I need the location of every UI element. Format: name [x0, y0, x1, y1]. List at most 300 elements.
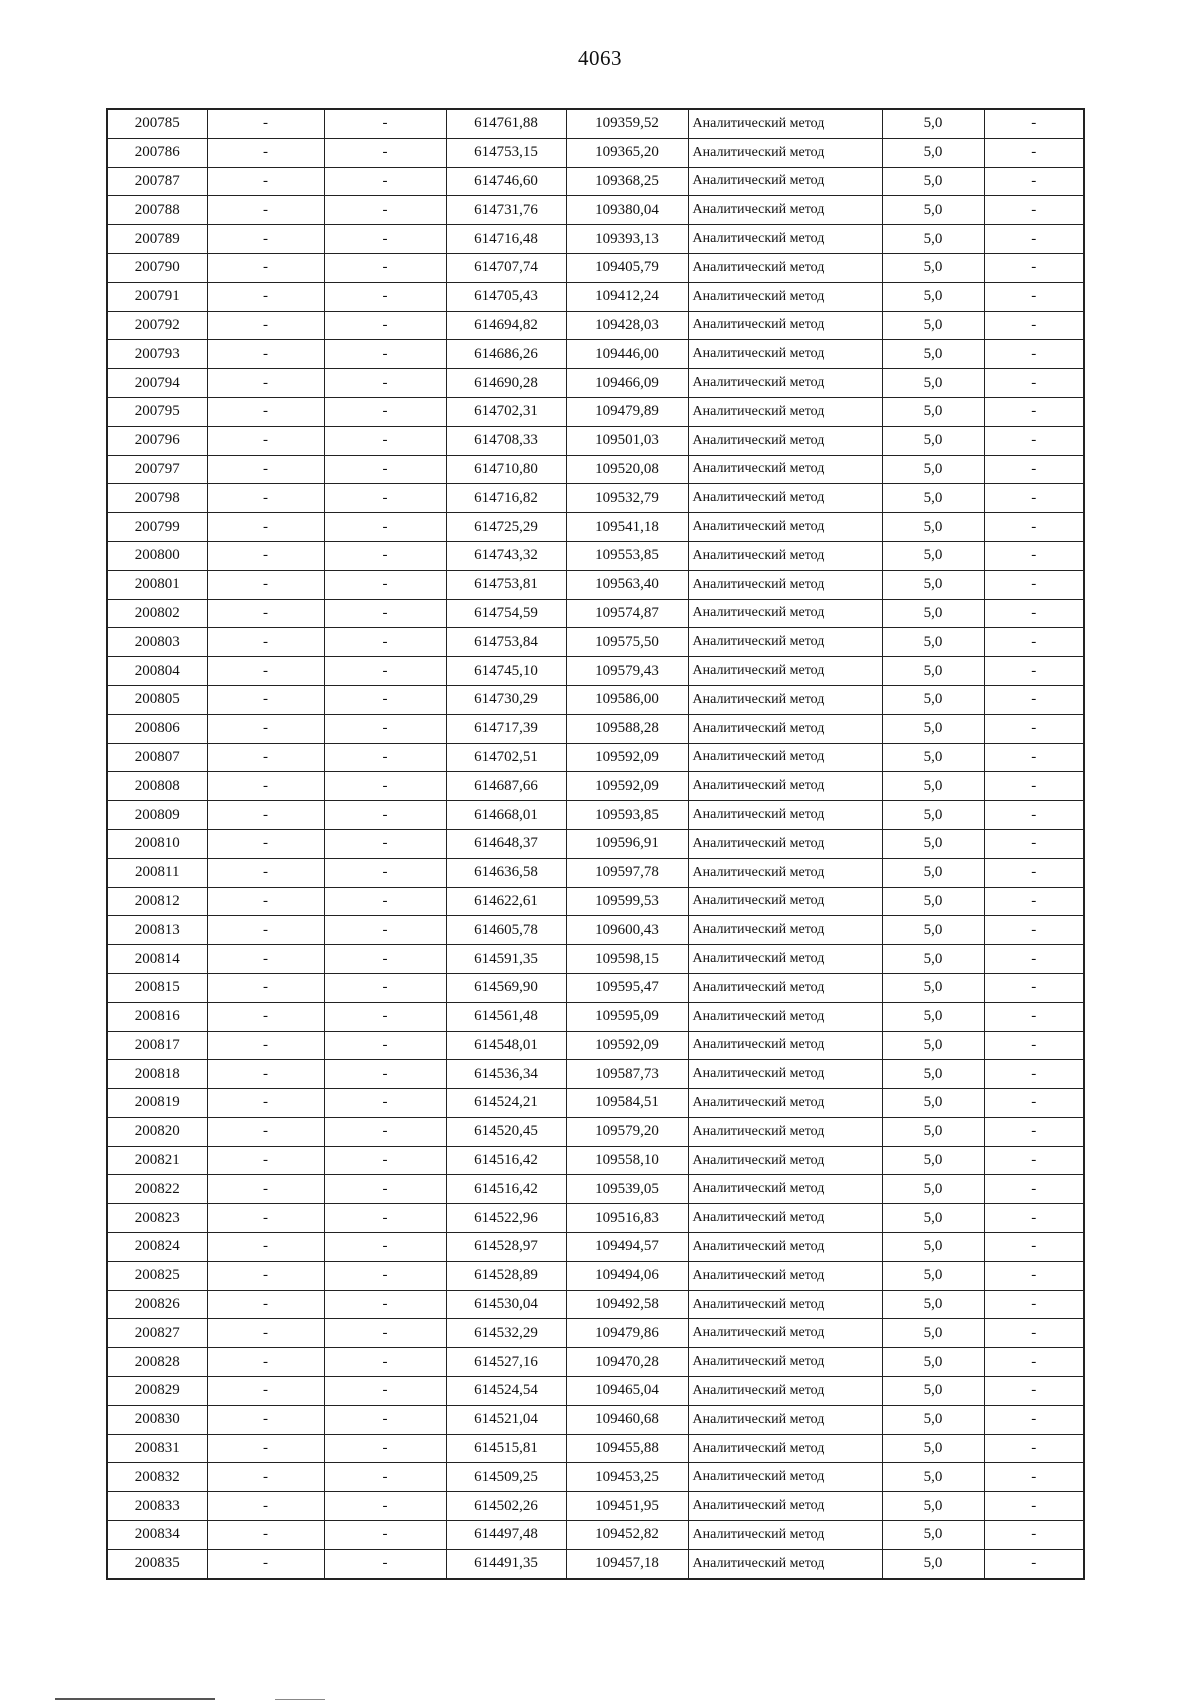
method-cell: Аналитический метод [688, 138, 882, 167]
point-id-cell: 200833 [107, 1492, 207, 1521]
x-coordinate-cell: 614731,76 [446, 196, 566, 225]
y-coordinate-cell: 109492,58 [566, 1290, 688, 1319]
y-coordinate-cell: 109451,95 [566, 1492, 688, 1521]
point-id-cell: 200794 [107, 369, 207, 398]
x-coordinate-cell: 614668,01 [446, 801, 566, 830]
dash-cell: - [324, 916, 446, 945]
dash-cell: - [984, 253, 1084, 282]
dash-cell: - [984, 685, 1084, 714]
method-cell: Аналитический метод [688, 1204, 882, 1233]
x-coordinate-cell: 614524,21 [446, 1089, 566, 1118]
dash-cell: - [984, 1089, 1084, 1118]
method-cell: Аналитический метод [688, 945, 882, 974]
y-coordinate-cell: 109587,73 [566, 1060, 688, 1089]
method-cell: Аналитический метод [688, 1233, 882, 1262]
x-coordinate-cell: 614753,81 [446, 570, 566, 599]
accuracy-cell: 5,0 [882, 973, 984, 1002]
method-cell: Аналитический метод [688, 397, 882, 426]
dash-cell: - [207, 1175, 324, 1204]
y-coordinate-cell: 109541,18 [566, 513, 688, 542]
method-cell: Аналитический метод [688, 916, 882, 945]
point-id-cell: 200814 [107, 945, 207, 974]
method-cell: Аналитический метод [688, 599, 882, 628]
dash-cell: - [324, 973, 446, 1002]
table-row [107, 455, 1084, 484]
accuracy-cell: 5,0 [882, 945, 984, 974]
x-coordinate-cell: 614569,90 [446, 973, 566, 1002]
method-cell: Аналитический метод [688, 109, 882, 138]
accuracy-cell: 5,0 [882, 657, 984, 686]
table-row [107, 1031, 1084, 1060]
point-id-cell: 200800 [107, 541, 207, 570]
point-id-cell: 200799 [107, 513, 207, 542]
x-coordinate-cell: 614648,37 [446, 829, 566, 858]
table-row [107, 196, 1084, 225]
dash-cell: - [324, 858, 446, 887]
x-coordinate-cell: 614716,82 [446, 484, 566, 513]
dash-cell: - [984, 945, 1084, 974]
dash-cell: - [207, 1492, 324, 1521]
dash-cell: - [324, 541, 446, 570]
dash-cell: - [324, 1261, 446, 1290]
y-coordinate-cell: 109393,13 [566, 225, 688, 254]
accuracy-cell: 5,0 [882, 1348, 984, 1377]
x-coordinate-cell: 614622,61 [446, 887, 566, 916]
method-cell: Аналитический метод [688, 311, 882, 340]
dash-cell: - [984, 138, 1084, 167]
dash-cell: - [324, 1060, 446, 1089]
y-coordinate-cell: 109457,18 [566, 1549, 688, 1578]
accuracy-cell: 5,0 [882, 1117, 984, 1146]
dash-cell: - [984, 1549, 1084, 1578]
table-row [107, 1290, 1084, 1319]
point-id-cell: 200815 [107, 973, 207, 1002]
dash-cell: - [324, 1319, 446, 1348]
method-cell: Аналитический метод [688, 541, 882, 570]
dash-cell: - [207, 1089, 324, 1118]
table-row [107, 829, 1084, 858]
point-id-cell: 200807 [107, 743, 207, 772]
point-id-cell: 200798 [107, 484, 207, 513]
x-coordinate-cell: 614536,34 [446, 1060, 566, 1089]
dash-cell: - [324, 1434, 446, 1463]
y-coordinate-cell: 109470,28 [566, 1348, 688, 1377]
table-row [107, 1233, 1084, 1262]
dash-cell: - [207, 829, 324, 858]
dash-cell: - [324, 1348, 446, 1377]
x-coordinate-cell: 614605,78 [446, 916, 566, 945]
method-cell: Аналитический метод [688, 282, 882, 311]
y-coordinate-cell: 109592,09 [566, 1031, 688, 1060]
method-cell: Аналитический метод [688, 887, 882, 916]
dash-cell: - [207, 1290, 324, 1319]
dash-cell: - [324, 772, 446, 801]
dash-cell: - [324, 801, 446, 830]
x-coordinate-cell: 614521,04 [446, 1405, 566, 1434]
table-row [107, 1492, 1084, 1521]
x-coordinate-cell: 614528,97 [446, 1233, 566, 1262]
dash-cell: - [324, 1031, 446, 1060]
scan-artifact [55, 1698, 215, 1700]
table-row [107, 369, 1084, 398]
point-id-cell: 200785 [107, 109, 207, 138]
y-coordinate-cell: 109479,86 [566, 1319, 688, 1348]
point-id-cell: 200827 [107, 1319, 207, 1348]
y-coordinate-cell: 109494,57 [566, 1233, 688, 1262]
dash-cell: - [984, 311, 1084, 340]
dash-cell: - [984, 513, 1084, 542]
accuracy-cell: 5,0 [882, 340, 984, 369]
dash-cell: - [207, 1549, 324, 1578]
dash-cell: - [207, 1117, 324, 1146]
table-row [107, 1117, 1084, 1146]
dash-cell: - [207, 1319, 324, 1348]
point-id-cell: 200790 [107, 253, 207, 282]
point-id-cell: 200819 [107, 1089, 207, 1118]
dash-cell: - [984, 743, 1084, 772]
table-row [107, 916, 1084, 945]
dash-cell: - [324, 685, 446, 714]
x-coordinate-cell: 614548,01 [446, 1031, 566, 1060]
dash-cell: - [207, 945, 324, 974]
accuracy-cell: 5,0 [882, 426, 984, 455]
x-coordinate-cell: 614530,04 [446, 1290, 566, 1319]
x-coordinate-cell: 614515,81 [446, 1434, 566, 1463]
dash-cell: - [207, 1002, 324, 1031]
dash-cell: - [984, 282, 1084, 311]
dash-cell: - [984, 1521, 1084, 1550]
dash-cell: - [207, 369, 324, 398]
dash-cell: - [324, 1290, 446, 1319]
point-id-cell: 200805 [107, 685, 207, 714]
point-id-cell: 200817 [107, 1031, 207, 1060]
y-coordinate-cell: 109586,00 [566, 685, 688, 714]
table-row [107, 599, 1084, 628]
dash-cell: - [984, 772, 1084, 801]
dash-cell: - [324, 138, 446, 167]
y-coordinate-cell: 109599,53 [566, 887, 688, 916]
dash-cell: - [984, 109, 1084, 138]
x-coordinate-cell: 614753,84 [446, 628, 566, 657]
accuracy-cell: 5,0 [882, 858, 984, 887]
accuracy-cell: 5,0 [882, 541, 984, 570]
accuracy-cell: 5,0 [882, 1492, 984, 1521]
method-cell: Аналитический метод [688, 1377, 882, 1406]
dash-cell: - [207, 1060, 324, 1089]
y-coordinate-cell: 109532,79 [566, 484, 688, 513]
method-cell: Аналитический метод [688, 1549, 882, 1578]
dash-cell: - [207, 628, 324, 657]
dash-cell: - [207, 858, 324, 887]
point-id-cell: 200796 [107, 426, 207, 455]
dash-cell: - [207, 253, 324, 282]
accuracy-cell: 5,0 [882, 1089, 984, 1118]
method-cell: Аналитический метод [688, 829, 882, 858]
point-id-cell: 200792 [107, 311, 207, 340]
accuracy-cell: 5,0 [882, 369, 984, 398]
dash-cell: - [324, 657, 446, 686]
x-coordinate-cell: 614746,60 [446, 167, 566, 196]
accuracy-cell: 5,0 [882, 1463, 984, 1492]
method-cell: Аналитический метод [688, 685, 882, 714]
y-coordinate-cell: 109553,85 [566, 541, 688, 570]
accuracy-cell: 5,0 [882, 743, 984, 772]
dash-cell: - [324, 570, 446, 599]
dash-cell: - [984, 397, 1084, 426]
method-cell: Аналитический метод [688, 1463, 882, 1492]
accuracy-cell: 5,0 [882, 513, 984, 542]
dash-cell: - [984, 426, 1084, 455]
dash-cell: - [984, 484, 1084, 513]
x-coordinate-cell: 614708,33 [446, 426, 566, 455]
dash-cell: - [207, 1405, 324, 1434]
dash-cell: - [324, 426, 446, 455]
method-cell: Аналитический метод [688, 1348, 882, 1377]
dash-cell: - [324, 1521, 446, 1550]
dash-cell: - [324, 1377, 446, 1406]
point-id-cell: 200832 [107, 1463, 207, 1492]
point-id-cell: 200824 [107, 1233, 207, 1262]
accuracy-cell: 5,0 [882, 829, 984, 858]
accuracy-cell: 5,0 [882, 1204, 984, 1233]
y-coordinate-cell: 109598,15 [566, 945, 688, 974]
dash-cell: - [207, 1204, 324, 1233]
method-cell: Аналитический метод [688, 628, 882, 657]
dash-cell: - [207, 1377, 324, 1406]
accuracy-cell: 5,0 [882, 109, 984, 138]
dash-cell: - [984, 1233, 1084, 1262]
x-coordinate-cell: 614591,35 [446, 945, 566, 974]
dash-cell: - [324, 1405, 446, 1434]
method-cell: Аналитический метод [688, 340, 882, 369]
method-cell: Аналитический метод [688, 657, 882, 686]
dash-cell: - [324, 369, 446, 398]
dash-cell: - [324, 628, 446, 657]
y-coordinate-cell: 109494,06 [566, 1261, 688, 1290]
table-row [107, 743, 1084, 772]
method-cell: Аналитический метод [688, 225, 882, 254]
dash-cell: - [324, 1233, 446, 1262]
y-coordinate-cell: 109600,43 [566, 916, 688, 945]
table-row [107, 1405, 1084, 1434]
method-cell: Аналитический метод [688, 1290, 882, 1319]
accuracy-cell: 5,0 [882, 772, 984, 801]
dash-cell: - [207, 801, 324, 830]
dash-cell: - [324, 945, 446, 974]
accuracy-cell: 5,0 [882, 887, 984, 916]
accuracy-cell: 5,0 [882, 196, 984, 225]
dash-cell: - [984, 1204, 1084, 1233]
table-row [107, 801, 1084, 830]
y-coordinate-cell: 109368,25 [566, 167, 688, 196]
method-cell: Аналитический метод [688, 253, 882, 282]
table-row [107, 138, 1084, 167]
dash-cell: - [207, 570, 324, 599]
method-cell: Аналитический метод [688, 1492, 882, 1521]
method-cell: Аналитический метод [688, 1031, 882, 1060]
point-id-cell: 200787 [107, 167, 207, 196]
dash-cell: - [984, 887, 1084, 916]
table-row [107, 685, 1084, 714]
method-cell: Аналитический метод [688, 1521, 882, 1550]
dash-cell: - [984, 1031, 1084, 1060]
x-coordinate-cell: 614761,88 [446, 109, 566, 138]
table-row [107, 1002, 1084, 1031]
x-coordinate-cell: 614702,31 [446, 397, 566, 426]
method-cell: Аналитический метод [688, 1117, 882, 1146]
table-row [107, 426, 1084, 455]
scan-artifact [275, 1699, 325, 1700]
dash-cell: - [984, 714, 1084, 743]
accuracy-cell: 5,0 [882, 484, 984, 513]
accuracy-cell: 5,0 [882, 1405, 984, 1434]
x-coordinate-cell: 614705,43 [446, 282, 566, 311]
dash-cell: - [324, 397, 446, 426]
accuracy-cell: 5,0 [882, 714, 984, 743]
accuracy-cell: 5,0 [882, 1146, 984, 1175]
accuracy-cell: 5,0 [882, 801, 984, 830]
dash-cell: - [207, 1146, 324, 1175]
dash-cell: - [984, 1405, 1084, 1434]
accuracy-cell: 5,0 [882, 570, 984, 599]
x-coordinate-cell: 614754,59 [446, 599, 566, 628]
dash-cell: - [984, 916, 1084, 945]
x-coordinate-cell: 614516,42 [446, 1146, 566, 1175]
method-cell: Аналитический метод [688, 1261, 882, 1290]
x-coordinate-cell: 614686,26 [446, 340, 566, 369]
dash-cell: - [324, 311, 446, 340]
table-row [107, 282, 1084, 311]
dash-cell: - [207, 196, 324, 225]
x-coordinate-cell: 614716,48 [446, 225, 566, 254]
method-cell: Аналитический метод [688, 1405, 882, 1434]
x-coordinate-cell: 614520,45 [446, 1117, 566, 1146]
dash-cell: - [207, 225, 324, 254]
table-row [107, 1377, 1084, 1406]
dash-cell: - [984, 599, 1084, 628]
x-coordinate-cell: 614527,16 [446, 1348, 566, 1377]
accuracy-cell: 5,0 [882, 916, 984, 945]
y-coordinate-cell: 109466,09 [566, 369, 688, 398]
dash-cell: - [207, 138, 324, 167]
table-row [107, 772, 1084, 801]
y-coordinate-cell: 109405,79 [566, 253, 688, 282]
dash-cell: - [207, 772, 324, 801]
dash-cell: - [984, 1463, 1084, 1492]
dash-cell: - [984, 858, 1084, 887]
accuracy-cell: 5,0 [882, 225, 984, 254]
table-row [107, 513, 1084, 542]
table-row [107, 1549, 1084, 1578]
table-row [107, 1463, 1084, 1492]
y-coordinate-cell: 109579,20 [566, 1117, 688, 1146]
point-id-cell: 200818 [107, 1060, 207, 1089]
table-row [107, 570, 1084, 599]
method-cell: Аналитический метод [688, 196, 882, 225]
accuracy-cell: 5,0 [882, 1031, 984, 1060]
point-id-cell: 200821 [107, 1146, 207, 1175]
point-id-cell: 200803 [107, 628, 207, 657]
dash-cell: - [324, 1204, 446, 1233]
dash-cell: - [984, 340, 1084, 369]
accuracy-cell: 5,0 [882, 397, 984, 426]
dash-cell: - [984, 167, 1084, 196]
dash-cell: - [324, 1492, 446, 1521]
method-cell: Аналитический метод [688, 858, 882, 887]
dash-cell: - [984, 1117, 1084, 1146]
y-coordinate-cell: 109446,00 [566, 340, 688, 369]
dash-cell: - [324, 109, 446, 138]
method-cell: Аналитический метод [688, 455, 882, 484]
dash-cell: - [207, 311, 324, 340]
method-cell: Аналитический метод [688, 1089, 882, 1118]
method-cell: Аналитический метод [688, 714, 882, 743]
accuracy-cell: 5,0 [882, 253, 984, 282]
y-coordinate-cell: 109428,03 [566, 311, 688, 340]
method-cell: Аналитический метод [688, 1175, 882, 1204]
point-id-cell: 200801 [107, 570, 207, 599]
y-coordinate-cell: 109596,91 [566, 829, 688, 858]
x-coordinate-cell: 614522,96 [446, 1204, 566, 1233]
y-coordinate-cell: 109359,52 [566, 109, 688, 138]
dash-cell: - [207, 426, 324, 455]
method-cell: Аналитический метод [688, 743, 882, 772]
dash-cell: - [207, 484, 324, 513]
point-id-cell: 200808 [107, 772, 207, 801]
y-coordinate-cell: 109460,68 [566, 1405, 688, 1434]
dash-cell: - [207, 397, 324, 426]
dash-cell: - [207, 714, 324, 743]
accuracy-cell: 5,0 [882, 1290, 984, 1319]
dash-cell: - [207, 167, 324, 196]
dash-cell: - [324, 455, 446, 484]
dash-cell: - [984, 196, 1084, 225]
dash-cell: - [984, 1492, 1084, 1521]
dash-cell: - [984, 1002, 1084, 1031]
x-coordinate-cell: 614702,51 [446, 743, 566, 772]
dash-cell: - [207, 340, 324, 369]
dash-cell: - [324, 1146, 446, 1175]
accuracy-cell: 5,0 [882, 1002, 984, 1031]
point-id-cell: 200791 [107, 282, 207, 311]
point-id-cell: 200820 [107, 1117, 207, 1146]
accuracy-cell: 5,0 [882, 1549, 984, 1578]
dash-cell: - [984, 1377, 1084, 1406]
accuracy-cell: 5,0 [882, 1434, 984, 1463]
dash-cell: - [207, 455, 324, 484]
point-id-cell: 200812 [107, 887, 207, 916]
point-id-cell: 200795 [107, 397, 207, 426]
table-row [107, 1204, 1084, 1233]
method-cell: Аналитический метод [688, 484, 882, 513]
method-cell: Аналитический метод [688, 1146, 882, 1175]
table-row [107, 657, 1084, 686]
x-coordinate-cell: 614524,54 [446, 1377, 566, 1406]
dash-cell: - [207, 1233, 324, 1262]
x-coordinate-cell: 614687,66 [446, 772, 566, 801]
dash-cell: - [207, 1521, 324, 1550]
dash-cell: - [324, 513, 446, 542]
table-row [107, 1089, 1084, 1118]
table-body [107, 109, 1084, 1579]
dash-cell: - [324, 743, 446, 772]
table-row [107, 397, 1084, 426]
y-coordinate-cell: 109520,08 [566, 455, 688, 484]
point-id-cell: 200829 [107, 1377, 207, 1406]
method-cell: Аналитический метод [688, 167, 882, 196]
table-row [107, 225, 1084, 254]
table-row [107, 1261, 1084, 1290]
